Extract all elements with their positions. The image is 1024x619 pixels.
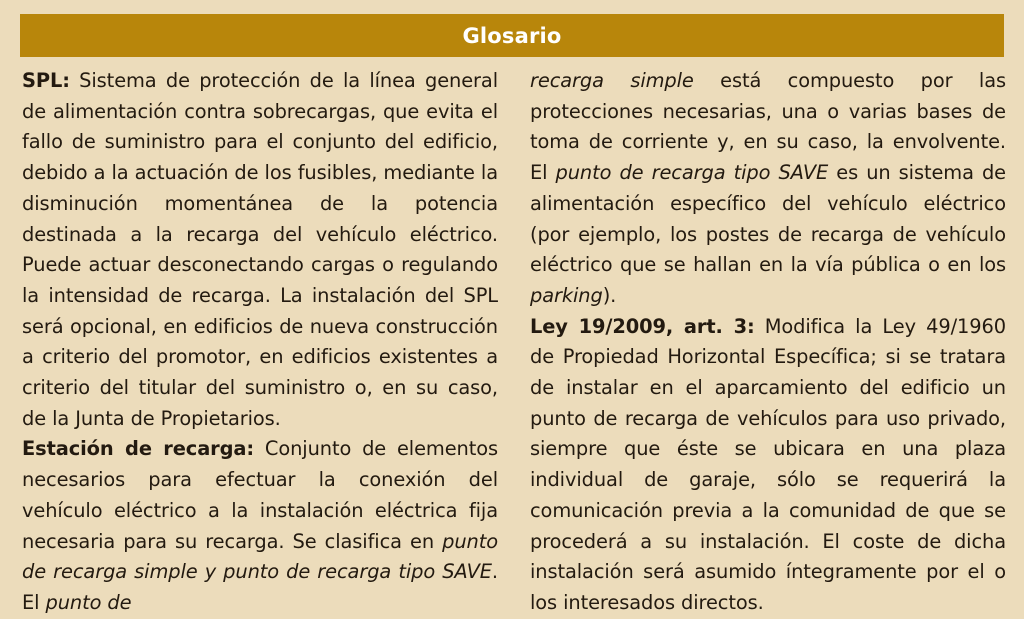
definition-estacion-italic-3: recarga simple [530, 69, 694, 92]
term-ley-19-2009: Ley 19/2009, art. 3: [530, 314, 755, 338]
definition-estacion-part-4: es un sistema de alimentación específico del vehículo eléctrico (por ejemplo, los postes de recarga de vehículo eléctrico que se hallan en la vía pública o en los [530, 161, 1006, 277]
glossary-entry-estacion-continued [530, 66, 1006, 312]
glossary-entry-spl [22, 66, 498, 434]
definition-spl: Sistema de protección de la línea general de alimentación contra sobrecargas, que evita el fallo de suministro para el conjunto del edificio, debido a la actuación de los fusibles, mediante la disminución momentánea de la potencia destinada a la recarga del vehículo eléctrico. Puede actuar desconectando cargas o regulando la intensidad de recarga. La instalación del SPL será opcional, en edificios de nueva construcción a criterio del promotor, en edificios existentes a criterio del titular del suministro o, en su caso, de la Junta de Propietarios. [22, 69, 498, 430]
definition-estacion-italic-5: parking [530, 283, 603, 307]
left-column [22, 66, 498, 619]
term-estacion-de-recarga: Estación de recarga: [22, 437, 255, 461]
right-column [530, 66, 1006, 619]
term-spl: SPL: [22, 69, 70, 92]
glossary-entry-estacion-de-recarga [22, 434, 498, 618]
glossary-entry-ley-19-2009 [530, 312, 1006, 619]
definition-estacion-part-2: . El [22, 560, 498, 614]
glossary-header-bar [20, 14, 1004, 57]
definition-ley-19-2009: Modifica la Ley 49/1960 de Propiedad Horizontal Específica; si se tratara de instalar en el aparcamiento del edificio un punto de recarga de vehículos para uso privado, siempre que éste se ubicara en una plaza individual de garaje, sólo se requerirá la comunicación previa a la comunidad de que se procederá a su instalación. El coste de dicha instalación será asumido íntegramente por el o los interesados directos. [530, 314, 1006, 614]
definition-estacion-italic-4: punto de recarga tipo SAVE [555, 161, 829, 185]
definition-estacion-italic-2: punto de [45, 590, 132, 614]
definition-estacion-part-3: está compuesto por las protecciones necesarias, una o varias bases de toma de corriente y, en su caso, la envolvente. El [530, 69, 1006, 185]
definition-estacion-italic-1: punto de recarga simple y punto de recarga tipo SAVE [22, 529, 498, 584]
definition-estacion-part-5: ). [602, 283, 617, 307]
definition-estacion-part-1: Conjunto de elementos necesarios para efectuar la conexión del vehículo eléctrico a la instalación eléctrica fija necesaria para su recarga. Se clasifica en [22, 437, 498, 553]
glossary-title: Glosario [462, 23, 562, 48]
